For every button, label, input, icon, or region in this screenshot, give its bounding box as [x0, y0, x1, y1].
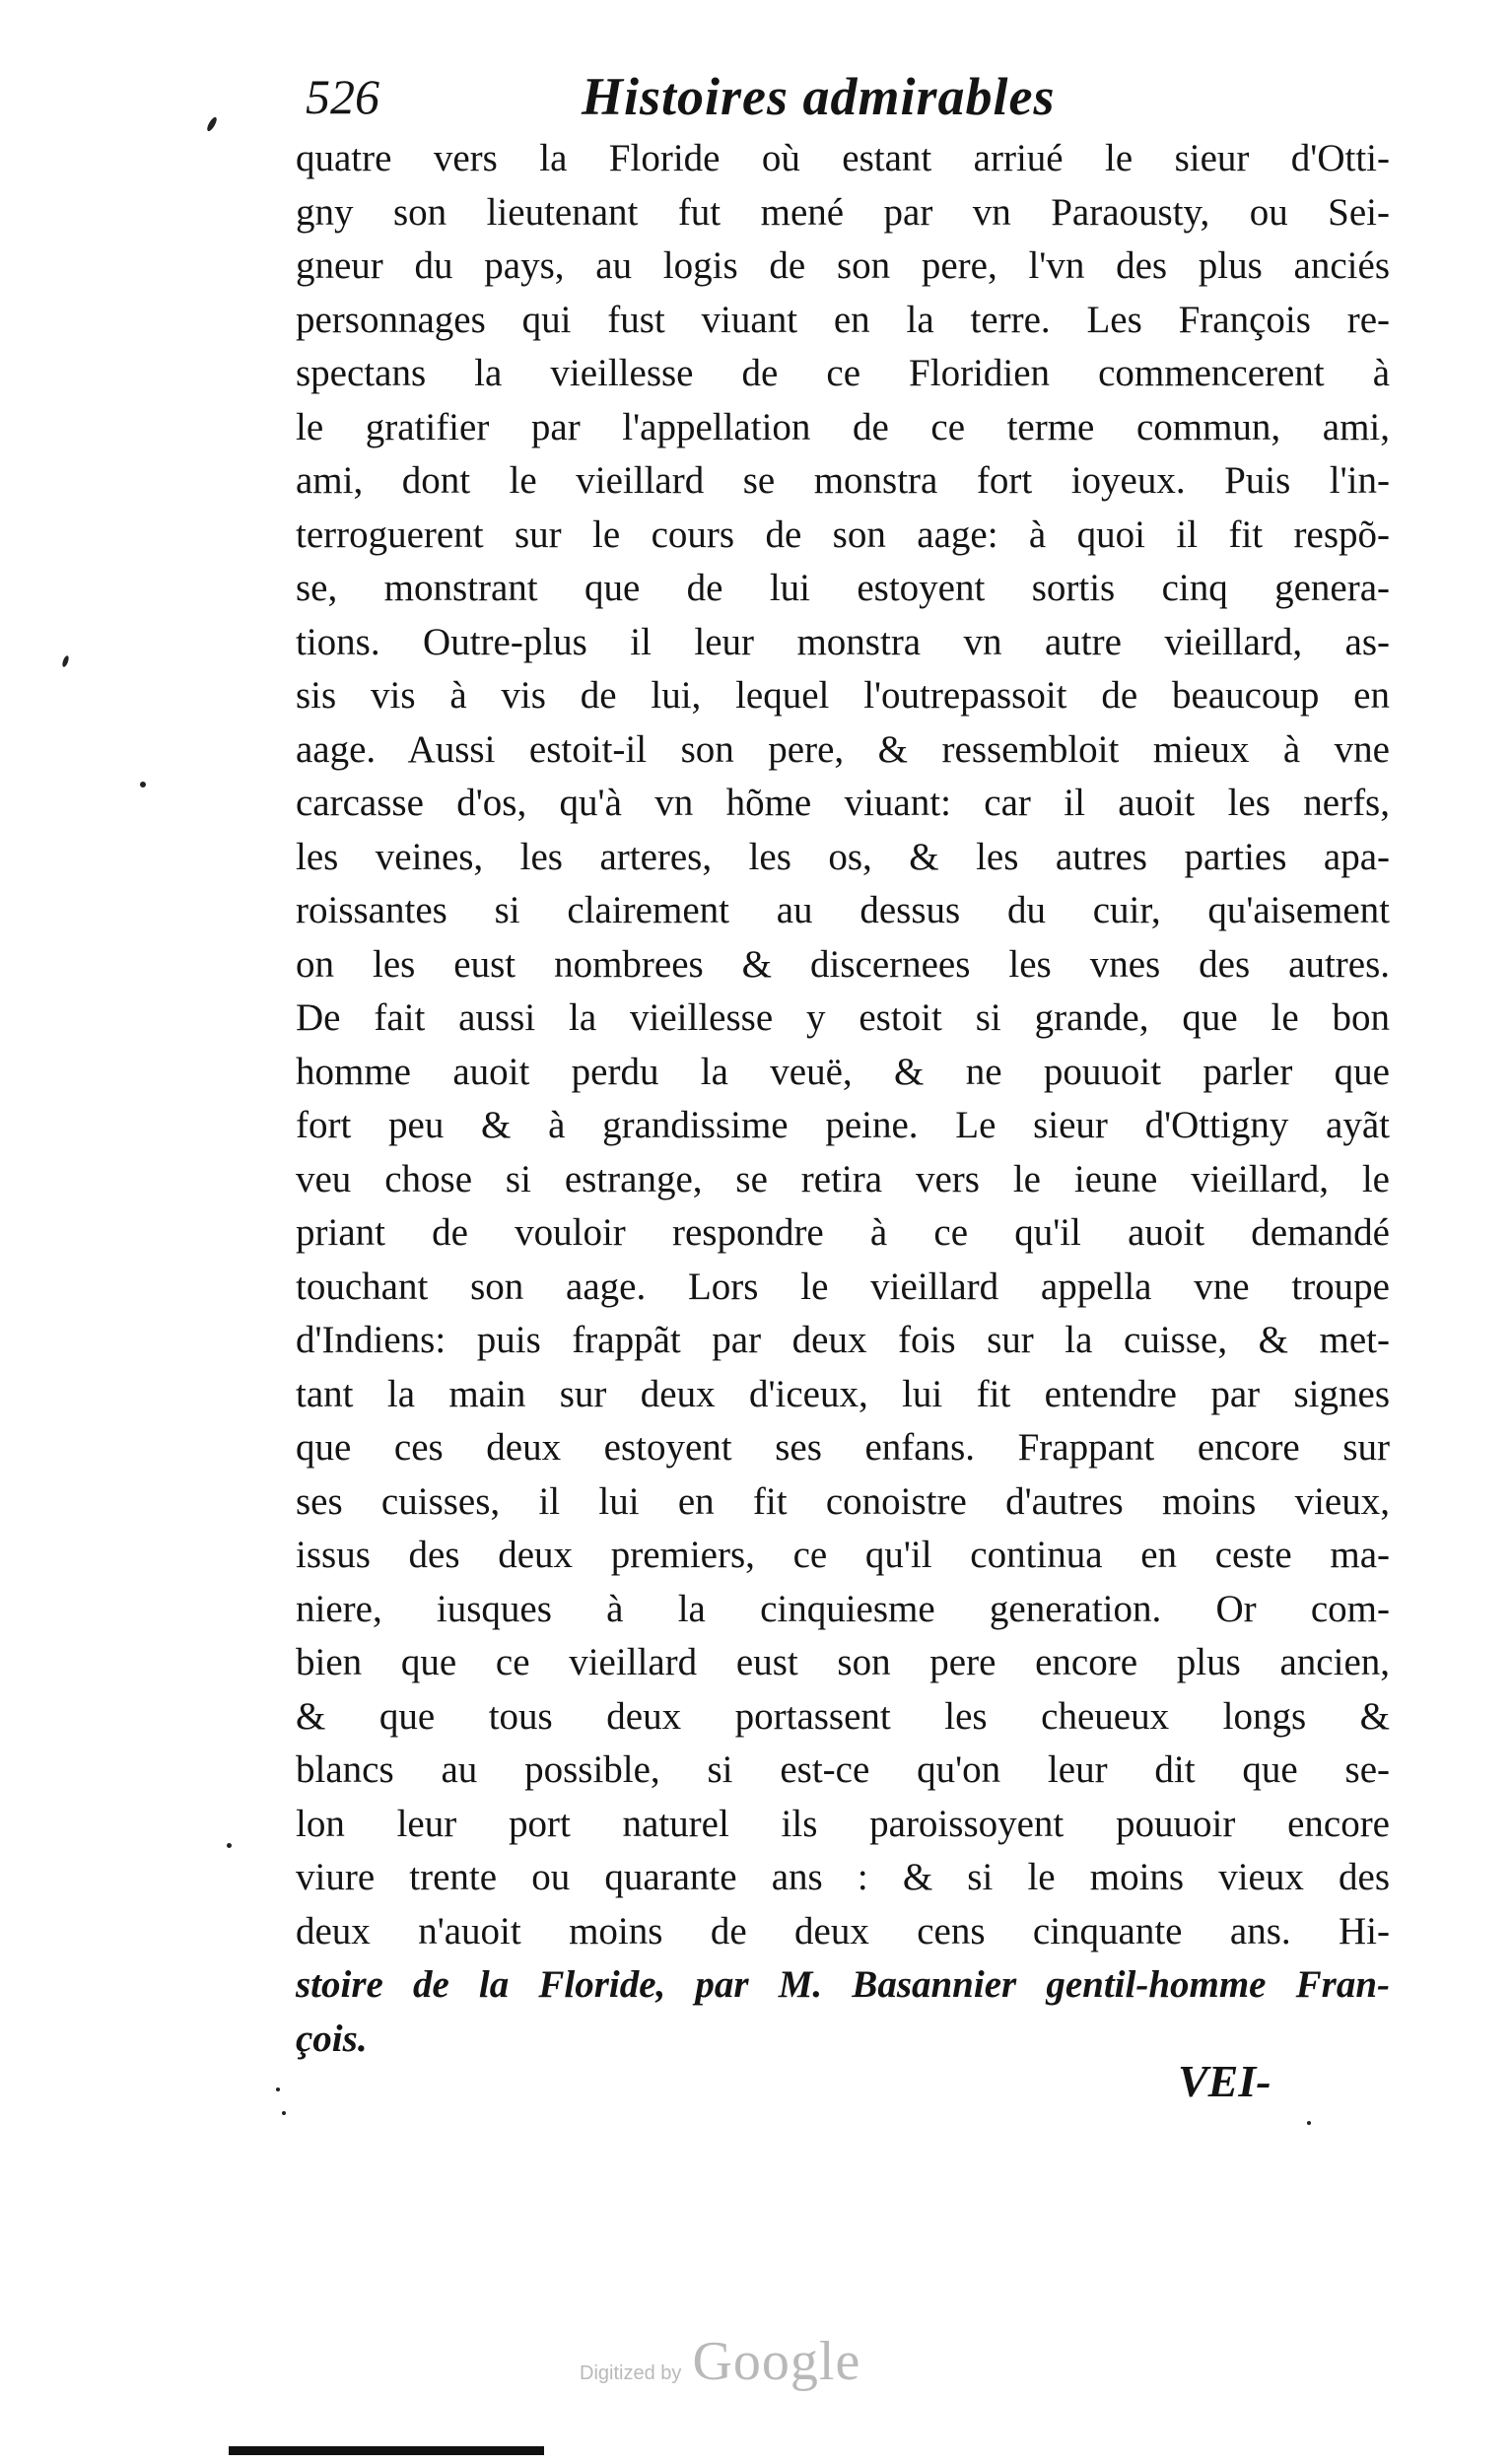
text-line: issus des deux premiers, ce qu'il continua en ceste ma- [296, 1534, 1390, 1576]
text-line: gny son lieutenant fut mené par vn Paraousty, ou Sei- [296, 190, 1390, 234]
text-line: ses cuisses, il lui en fit conoistre d'autres moins vieux, [296, 1479, 1390, 1523]
text-line: fort peu & à grandissime peine. Le sieur d'Ottigny ayãt [296, 1104, 1390, 1146]
text-line: le gratifier par l'appellation de ce terme commun, ami, [296, 405, 1390, 448]
text-line: se, monstrant que de lui estoyent sortis cinq genera- [296, 567, 1390, 609]
digitizer-watermark [580, 2330, 860, 2399]
text-line: personnages qui fust viuant en la terre. Les François re- [296, 298, 1390, 341]
text-line: d'Indiens: puis frappãt par deux fois sur la cuisse, & met- [296, 1319, 1390, 1361]
text-line: tant la main sur deux d'iceux, lui fit entendre par signes [296, 1372, 1390, 1415]
text-line: terroguerent sur le cours de son aage: à quoi il fit respõ- [296, 513, 1390, 556]
text-line: touchant son aage. Lors le vieillard appella vne troupe [296, 1265, 1390, 1308]
text-line: deux n'auoit moins de deux cens cinquante ans. Hi- [296, 1909, 1390, 1952]
text-line: blancs au possible, si est-ce qu'on leur dit que se- [296, 1748, 1390, 1791]
text-line: aage. Aussi estoit-il son pere, & ressembloit mieux à vne [296, 727, 1390, 771]
text-line: & que tous deux portassent les cheueux longs & [296, 1694, 1390, 1738]
digitizer-prefix: Digitized by [580, 2362, 682, 2384]
page-header [306, 57, 1153, 136]
scan-speck [282, 2111, 286, 2115]
text-line: priant de vouloir respondre à ce qu'il auoit demandé [296, 1211, 1390, 1254]
scan-speck [1307, 2121, 1311, 2125]
text-line: roissantes si clairement au dessus du cuir, qu'aisement [296, 889, 1390, 931]
text-line: sis vis à vis de lui, lequel l'outrepassoit de beaucoup en [296, 674, 1390, 717]
scan-speck [61, 655, 70, 668]
body-text [296, 132, 1390, 2066]
text-line: lon leur port naturel ils paroissoyent pouuoir encore [296, 1802, 1390, 1845]
text-line: bien que ce vieillard eust son pere encore plus ancien, [296, 1641, 1390, 1683]
text-line: les veines, les arteres, les os, & les autres parties apa- [296, 835, 1390, 878]
page-edge-rule [229, 2446, 544, 2455]
text-line: spectans la vieillesse de ce Floridien commencerent à [296, 352, 1390, 394]
scan-speck [205, 116, 218, 133]
google-logo: Google [692, 2331, 861, 2392]
text-line: que ces deux estoyent ses enfans. Frappant encore sur [296, 1426, 1390, 1469]
scan-speck [227, 1843, 232, 1848]
text-line: ami, dont le vieillard se monstra fort ioyeux. Puis l'in- [296, 459, 1390, 502]
running-head: Histoires admirables [582, 67, 1056, 126]
page-number: 526 [306, 69, 379, 124]
text-line: homme auoit perdu la veuë, & ne pouuoit parler que [296, 1050, 1390, 1093]
text-line: on les eust nombrees & discernees les vnes des autres. [296, 942, 1390, 986]
text-line: gneur du pays, au logis de son pere, l'vn des plus anciés [296, 244, 1390, 287]
text-line: De fait aussi la vieillesse y estoit si grande, que le bon [296, 996, 1390, 1039]
text-line: tions. Outre-plus il leur monstra vn autre vieillard, as- [296, 620, 1390, 663]
scan-speck [276, 2088, 280, 2091]
source-citation-line: çois. [296, 2017, 368, 2060]
text-line: niere, iusques à la cinquiesme generation. Or com- [296, 1587, 1390, 1630]
source-citation-line: stoire de la Floride, par M. Basannier gentil-homme Fran- [296, 1963, 1390, 2006]
text-line: carcasse d'os, qu'à vn hõme viuant: car il auoit les nerfs, [296, 782, 1390, 824]
text-line: veu chose si estrange, se retira vers le ieune vieillard, le [296, 1157, 1390, 1200]
text-line: viure trente ou quarante ans : & si le moins vieux des [296, 1856, 1390, 1898]
catchword: VEI- [1178, 2056, 1271, 2106]
text-line: quatre vers la Floride où estant arriué le sieur d'Otti- [296, 137, 1390, 179]
scan-speck [140, 782, 146, 787]
